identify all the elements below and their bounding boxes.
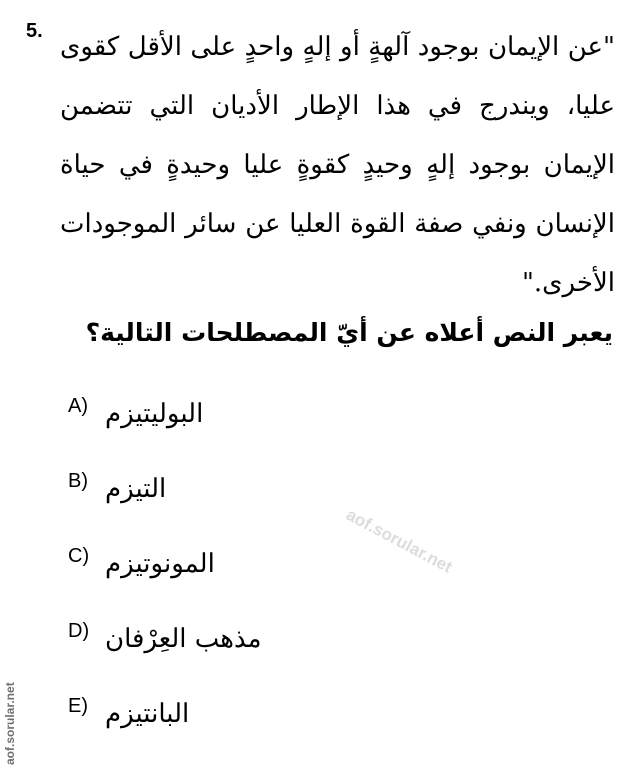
option-text: البوليتيزم — [105, 399, 204, 429]
question-passage: "عن الإيمان بوجود آلهةٍ أو إلهٍ واحدٍ على الأقل كقوى عليا، ويندرج في هذا الإطار الأديان التي تتضمن الإيمان بوجود إلهٍ وحيدٍ كقوةٍ عليا وحيدةٍ في حياة الإنسان ونفي صفة القوة العليا عن سائر الموجودات الأخرى." — [60, 32, 615, 298]
option-text: البانتيزم — [105, 699, 190, 729]
watermark-center: aof.sorular.net — [343, 505, 456, 577]
option-text: مذهب العِرْفان — [105, 624, 262, 654]
option-letter: B) — [68, 470, 88, 492]
option-text: المونوتيزم — [105, 549, 215, 579]
option-text: التيزم — [105, 474, 167, 504]
option-c[interactable] — [68, 545, 388, 605]
watermark-side: aof.sorular.net — [3, 682, 17, 765]
option-e[interactable] — [68, 695, 388, 755]
option-letter: E) — [68, 695, 88, 717]
option-d[interactable] — [68, 620, 388, 680]
option-letter: C) — [68, 545, 90, 567]
question-prompt: يعبر النص أعلاه عن أيّ المصطلحات التالية؟ — [85, 318, 613, 347]
option-letter: A) — [68, 395, 88, 417]
option-a[interactable] — [68, 395, 388, 455]
option-b[interactable] — [68, 470, 388, 530]
question-number: 5. — [26, 20, 43, 42]
option-letter: D) — [68, 620, 90, 642]
